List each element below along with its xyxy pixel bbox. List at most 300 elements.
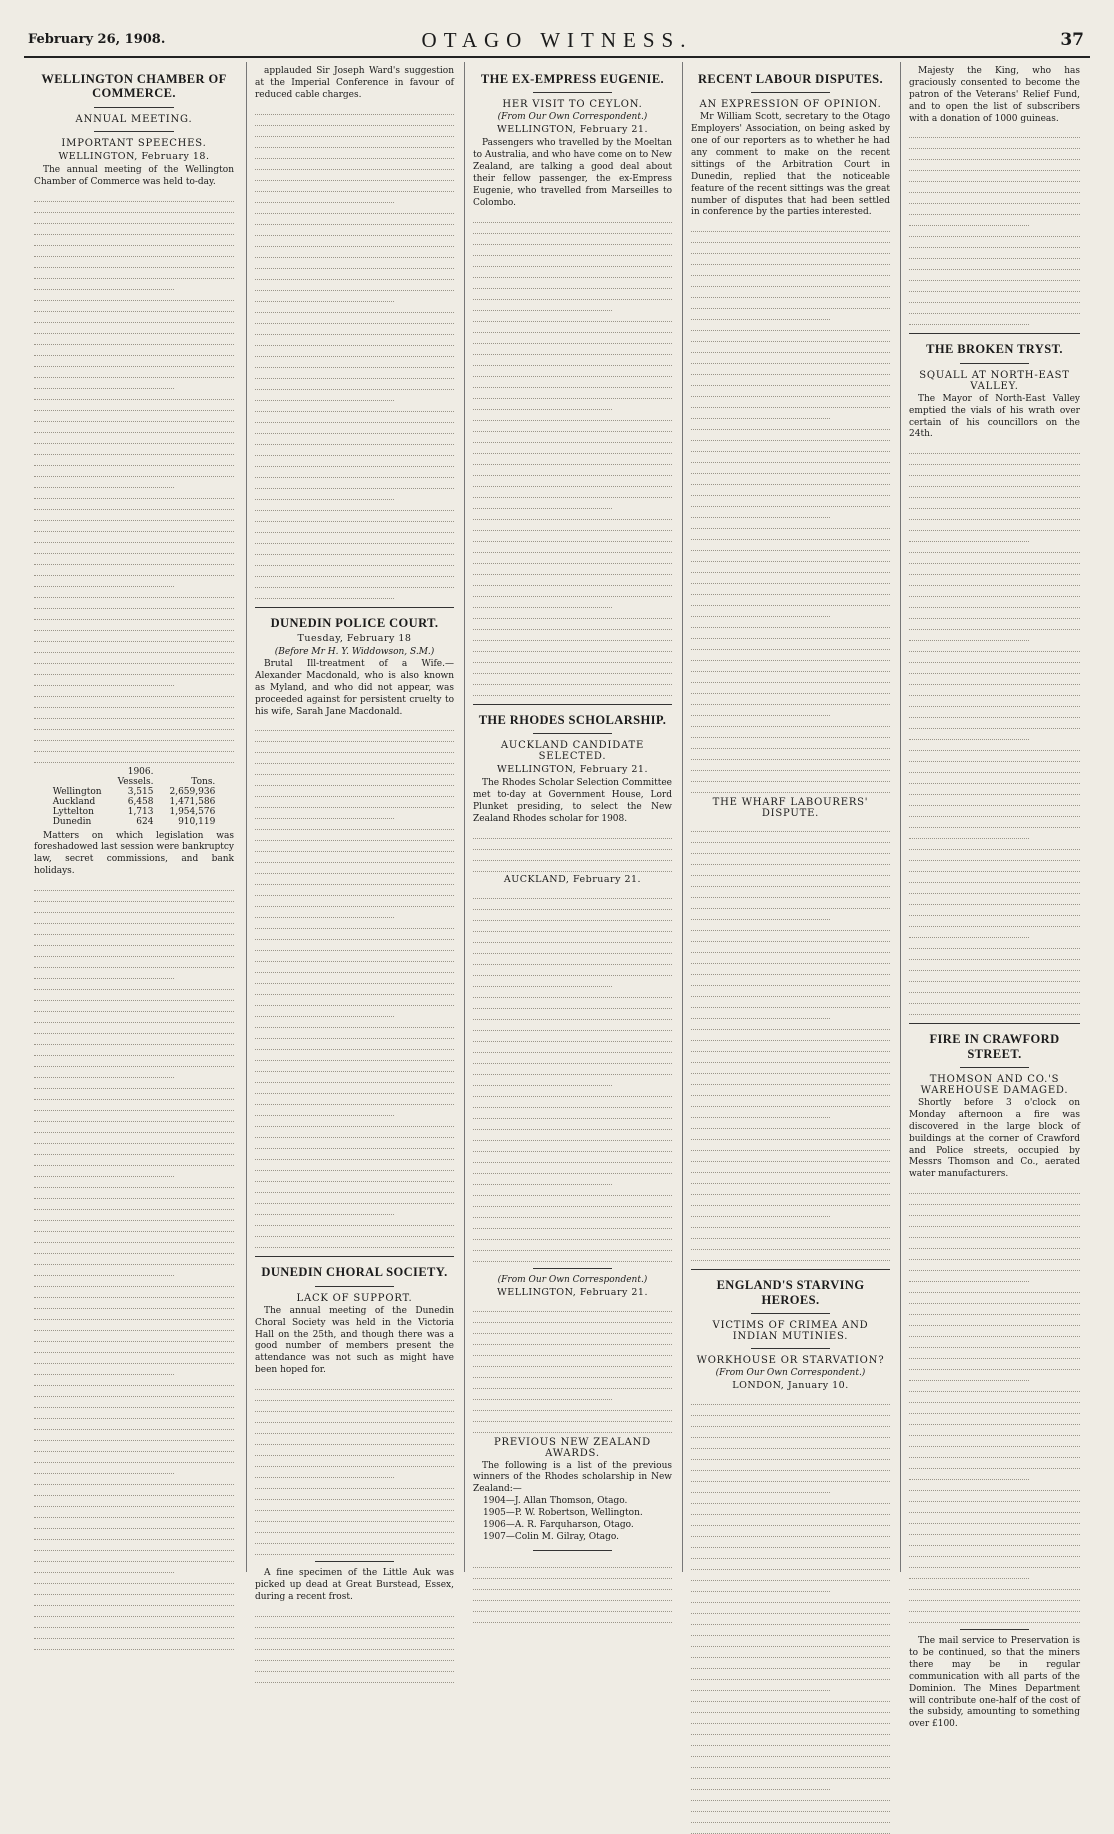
text-line	[909, 971, 1080, 982]
text-line	[34, 367, 234, 378]
text-line	[909, 270, 1080, 281]
article-body-filler	[255, 1606, 454, 1683]
text-line	[473, 1163, 672, 1174]
subhead-squall: SQUALL AT NORTH-EAST VALLEY.	[919, 369, 1070, 392]
text-line	[34, 653, 234, 664]
text-line	[255, 1094, 454, 1105]
text-line	[691, 573, 890, 584]
text-line	[691, 1118, 890, 1129]
award-item: 1907—Colin M. Gilray, Otago.	[483, 1531, 620, 1542]
text-line	[255, 731, 454, 742]
text-line	[255, 390, 394, 401]
text-line	[255, 379, 454, 390]
text-line	[691, 1129, 890, 1140]
source-line: (From Our Own Correspondent.)	[497, 1274, 648, 1285]
text-line	[691, 1151, 890, 1162]
text-line	[691, 408, 830, 419]
headline-broken-tryst: THE BROKEN TRYST.	[926, 342, 1063, 357]
text-line	[34, 576, 174, 587]
text-line	[34, 631, 234, 642]
text-line	[691, 397, 890, 408]
text-line	[909, 248, 1080, 259]
text-line	[473, 987, 672, 998]
text-line	[909, 1513, 1080, 1524]
subhead-wharf-labourers: THE WHARF LABOURERS' DISPUTE.	[712, 797, 869, 820]
text-line	[473, 1130, 672, 1141]
text-line	[34, 1012, 234, 1023]
subhead-warehouse-damaged: THOMSON AND CO.'S WAREHOUSE DAMAGED.	[920, 1074, 1069, 1096]
headline-starving-heroes: ENGLAND'S STARVING HEROES.	[716, 1278, 865, 1307]
text-line	[255, 115, 454, 126]
text-line	[34, 697, 234, 708]
dateline: AUCKLAND, February 21.	[503, 873, 642, 885]
text-line	[34, 1133, 234, 1144]
text-line	[34, 979, 234, 990]
text-line	[909, 149, 1080, 160]
text-line	[909, 138, 1080, 149]
text-line	[909, 828, 1029, 839]
text-line	[255, 1006, 394, 1017]
text-line	[34, 902, 234, 913]
text-line	[34, 1353, 234, 1364]
column-3	[464, 62, 680, 1572]
text-line	[691, 1548, 890, 1559]
text-line	[34, 1067, 174, 1078]
subhead-auckland-candidate: AUCKLAND CANDIDATE SELECTED.	[500, 740, 645, 762]
text-line	[255, 456, 454, 467]
text-line	[255, 577, 454, 588]
text-line	[473, 998, 672, 1009]
text-line	[255, 1544, 454, 1555]
text-line	[909, 751, 1080, 762]
text-line	[34, 1221, 234, 1232]
text-line	[473, 1400, 672, 1411]
text-line	[255, 995, 454, 1006]
text-line	[473, 1108, 672, 1119]
text-line	[255, 181, 454, 192]
text-line	[255, 1650, 454, 1661]
text-line	[909, 520, 1080, 531]
text-line	[691, 265, 890, 276]
text-line	[255, 1050, 454, 1061]
text-line	[909, 1304, 1080, 1315]
award-item: 1906—A. R. Farquharson, Otago.	[483, 1519, 634, 1530]
text-line	[34, 1034, 234, 1045]
text-line	[34, 1551, 234, 1562]
text-line	[255, 313, 454, 324]
text-line	[473, 476, 672, 487]
text-line	[255, 775, 454, 786]
text-line	[909, 1194, 1080, 1205]
text-line	[255, 940, 454, 951]
text-line	[255, 500, 454, 511]
text-line	[34, 224, 234, 235]
text-line	[255, 1500, 454, 1511]
text-line	[691, 287, 890, 298]
shipping-table: 1906. Vessels. Tons. Wellington 3,515 2,659,936 Auckland 6,458 1,471,586 Lyttelton 1,713 1,954,576 Dunedin 624 910,119	[45, 767, 224, 827]
text-line	[255, 1533, 454, 1544]
masthead	[24, 30, 1090, 58]
text-line	[34, 1364, 174, 1375]
column-5	[900, 62, 1088, 1730]
text-line	[473, 443, 672, 454]
text-line	[691, 727, 890, 738]
text-line	[473, 575, 672, 586]
text-line	[909, 718, 1080, 729]
text-line	[691, 419, 890, 430]
text-line	[255, 742, 454, 753]
text-line	[473, 388, 672, 399]
text-line	[691, 1394, 890, 1405]
text-line	[691, 1735, 890, 1746]
text-line	[473, 1152, 672, 1163]
text-line	[691, 1063, 890, 1074]
text-line	[255, 1061, 454, 1072]
text-line	[473, 1301, 672, 1312]
text-line	[691, 1250, 890, 1261]
text-line	[255, 401, 454, 412]
text-line	[691, 1581, 830, 1592]
text-line	[473, 1240, 672, 1251]
text-line	[909, 575, 1080, 586]
text-line	[691, 1702, 890, 1713]
text-line	[34, 312, 234, 323]
article-body-filler	[691, 221, 890, 793]
text-line	[255, 1423, 454, 1434]
text-line	[34, 1331, 234, 1342]
text-line	[473, 1389, 612, 1400]
article-body-filler	[909, 127, 1080, 325]
text-line	[909, 608, 1080, 619]
text-line	[473, 1356, 672, 1367]
text-line	[909, 619, 1080, 630]
text-line	[255, 137, 454, 148]
text-line	[255, 874, 454, 885]
text-line	[473, 954, 672, 965]
article-body-filler	[255, 104, 454, 599]
text-line	[473, 1097, 672, 1108]
text-line	[473, 520, 672, 531]
issue-date: February 26, 1908.	[28, 32, 166, 47]
text-line	[909, 487, 1080, 498]
table-row: Dunedin 624 910,119	[52, 816, 216, 827]
text-line	[691, 221, 890, 232]
text-line	[691, 1041, 890, 1052]
dateline: Tuesday, February 18	[297, 633, 412, 644]
text-line	[255, 445, 454, 456]
text-line	[34, 1430, 234, 1441]
text-line	[34, 1023, 234, 1034]
text-line	[34, 1375, 234, 1386]
text-line	[909, 498, 1080, 509]
text-line	[909, 1612, 1080, 1623]
text-line	[691, 551, 890, 562]
article-body-filler	[691, 821, 890, 1261]
text-line	[909, 663, 1080, 674]
text-line	[691, 595, 890, 606]
text-line	[909, 707, 1080, 718]
article-body-filler	[909, 443, 1080, 1015]
text-line	[909, 927, 1029, 938]
text-line	[34, 323, 234, 334]
text-line	[255, 1226, 454, 1237]
text-line	[691, 474, 890, 485]
text-line	[691, 821, 890, 832]
text-line	[691, 1030, 890, 1041]
text-line	[691, 496, 890, 507]
text-line	[473, 234, 672, 245]
text-line	[691, 1746, 890, 1757]
text-line	[909, 226, 1080, 237]
text-line	[255, 1160, 454, 1171]
subhead-lack-of-support: LACK OF SUPPORT.	[296, 1292, 413, 1304]
text-line	[691, 463, 890, 474]
text-line	[473, 674, 672, 685]
text-line	[691, 254, 890, 265]
text-line	[691, 1195, 890, 1206]
text-line	[909, 1414, 1080, 1425]
article-lead: The Mayor of North-East Valley emptied the vials of his wrath over certain of his councillors on the 24th.	[909, 393, 1080, 440]
text-line	[255, 236, 454, 247]
text-line	[473, 630, 672, 641]
text-line	[473, 1185, 672, 1196]
text-line	[691, 1140, 890, 1151]
text-line	[691, 1217, 890, 1228]
text-line	[909, 1480, 1080, 1491]
text-line	[34, 1529, 234, 1540]
text-line	[255, 258, 454, 269]
text-line	[255, 764, 454, 775]
text-line	[34, 1056, 234, 1067]
text-line	[691, 1724, 890, 1735]
text-line	[909, 454, 1080, 465]
text-line	[34, 891, 234, 902]
text-line	[909, 982, 1080, 993]
text-line	[34, 334, 234, 345]
text-line	[691, 1790, 890, 1801]
text-line	[255, 368, 454, 379]
text-line	[691, 975, 890, 986]
text-line	[473, 245, 672, 256]
text-line	[34, 1243, 234, 1254]
text-line	[691, 430, 890, 441]
text-line	[473, 531, 672, 542]
text-line	[909, 949, 1080, 960]
text-line	[473, 943, 672, 954]
text-line	[909, 696, 1080, 707]
text-line	[473, 1334, 672, 1345]
text-line	[34, 400, 234, 411]
text-line	[34, 1100, 234, 1111]
text-line	[473, 333, 672, 344]
text-line	[255, 1171, 454, 1182]
text-line	[255, 1138, 454, 1149]
text-line	[473, 899, 672, 910]
text-line	[691, 298, 890, 309]
text-line	[34, 752, 234, 763]
text-line	[909, 1425, 1080, 1436]
text-line	[34, 1298, 234, 1309]
text-line	[909, 1590, 1080, 1601]
text-line	[34, 1276, 234, 1287]
text-line	[255, 357, 454, 368]
text-line	[909, 916, 1080, 927]
text-line	[691, 1074, 890, 1085]
table-row: Lyttelton 1,713 1,954,576	[52, 806, 216, 817]
text-line	[473, 888, 672, 899]
text-line	[255, 555, 454, 566]
text-line	[34, 1595, 234, 1606]
text-line	[909, 1524, 1080, 1535]
text-line	[34, 279, 174, 290]
text-line	[909, 1205, 1080, 1216]
text-line	[34, 1452, 234, 1463]
text-line	[909, 1271, 1029, 1282]
text-line	[255, 478, 454, 489]
article-body-filler	[34, 880, 234, 1650]
text-line	[255, 896, 454, 907]
text-line	[473, 542, 672, 553]
text-line	[909, 872, 1080, 883]
text-line	[34, 675, 174, 686]
text-line	[909, 850, 1080, 861]
text-line	[473, 1119, 672, 1130]
text-line	[691, 441, 890, 452]
article-continuation: applauded Sir Joseph Ward's suggestion at the Imperial Conference in favour of reduced cable charges.	[255, 66, 454, 100]
text-line	[34, 191, 234, 202]
text-line	[691, 375, 890, 386]
text-line	[255, 753, 454, 764]
text-line	[691, 694, 890, 705]
text-line	[34, 499, 234, 510]
text-line	[473, 300, 612, 311]
magistrate-line: (Before Mr H. Y. Widdowson, S.M.)	[274, 647, 435, 657]
table-row: Auckland 6,458 1,471,586	[52, 796, 216, 807]
text-line	[255, 1017, 454, 1028]
text-line	[909, 443, 1080, 454]
text-line	[34, 935, 234, 946]
article-lead: Passengers who travelled by the Moeltan to Australia, and who have come on to New Zealand, are talking a good deal about their fellow passenger, the ex-Empress Eugenie, who travelled from Marseilles to Colombo.	[473, 138, 672, 208]
text-line	[691, 639, 890, 650]
text-line	[691, 1614, 890, 1625]
text-line	[909, 1392, 1080, 1403]
text-line	[473, 278, 672, 289]
text-line	[691, 650, 890, 661]
text-line	[255, 1445, 454, 1456]
text-line	[255, 1105, 394, 1116]
text-line	[34, 378, 174, 389]
text-line	[691, 876, 890, 887]
text-line	[909, 564, 1080, 575]
text-line	[34, 664, 234, 675]
text-line	[473, 1411, 672, 1422]
text-line	[909, 193, 1080, 204]
text-line	[255, 1661, 454, 1672]
headline-ex-empress: THE EX-EMPRESS EUGENIE.	[480, 72, 665, 86]
text-line	[34, 1199, 234, 1210]
subhead-previous-awards: PREVIOUS NEW ZEALAND AWARDS.	[494, 1436, 651, 1459]
text-line	[691, 749, 890, 760]
text-line	[691, 1592, 890, 1603]
text-line	[255, 489, 394, 500]
text-line	[473, 850, 672, 861]
text-line	[691, 672, 890, 683]
text-line	[255, 1083, 454, 1094]
text-line	[691, 1019, 890, 1030]
text-line	[34, 708, 234, 719]
text-line	[473, 839, 672, 850]
text-line	[909, 597, 1080, 608]
text-line	[691, 986, 890, 997]
page-number: 37	[1060, 30, 1084, 50]
text-line	[473, 1345, 672, 1356]
text-line	[473, 564, 672, 575]
text-line	[34, 213, 234, 224]
text-line	[34, 946, 234, 957]
text-line	[473, 1579, 672, 1590]
text-line	[691, 276, 890, 287]
text-line	[34, 620, 234, 631]
text-line	[909, 171, 1080, 182]
text-line	[691, 1438, 890, 1449]
text-line	[255, 104, 454, 115]
text-line	[691, 1427, 890, 1438]
text-line	[691, 1603, 890, 1614]
text-line	[34, 510, 234, 521]
article-continuation: Majesty the King, who has graciously consented to become the patron of the Veterans' Relief Fund, and to open the list of subscribers with a donation of 1000 guineas.	[909, 66, 1080, 124]
text-line	[691, 562, 890, 573]
text-line	[691, 1779, 830, 1790]
text-line	[255, 830, 454, 841]
text-line	[473, 399, 612, 410]
text-line	[473, 1020, 672, 1031]
text-line	[691, 843, 890, 854]
text-line	[691, 1405, 890, 1416]
text-line	[34, 389, 234, 400]
text-line	[34, 1496, 234, 1507]
text-line	[691, 1713, 890, 1724]
text-line	[691, 920, 890, 931]
text-line	[255, 1628, 454, 1639]
article-body-filler	[473, 1557, 672, 1623]
text-line	[909, 817, 1080, 828]
text-line	[909, 839, 1080, 850]
text-line	[255, 1149, 454, 1160]
text-line	[691, 865, 890, 876]
text-line	[473, 1590, 672, 1601]
text-line	[34, 455, 234, 466]
text-line	[691, 942, 890, 953]
subhead-important-speeches: IMPORTANT SPEECHES.	[61, 137, 207, 149]
text-line	[909, 1293, 1080, 1304]
text-line	[34, 1562, 174, 1573]
text-line	[691, 898, 890, 909]
text-line	[34, 1518, 234, 1529]
text-line	[34, 565, 234, 576]
text-line	[34, 1188, 234, 1199]
text-line	[34, 1628, 234, 1639]
text-line	[691, 1096, 890, 1107]
text-line	[909, 630, 1029, 641]
news-note: A fine specimen of the Little Auk was picked up dead at Great Burstead, Essex, during a recent frost.	[255, 1568, 454, 1602]
text-line	[691, 887, 890, 898]
text-line	[691, 1449, 890, 1460]
text-line	[691, 953, 890, 964]
text-line	[34, 913, 234, 924]
text-line	[691, 353, 890, 364]
text-line	[255, 1072, 454, 1083]
text-line	[34, 345, 234, 356]
